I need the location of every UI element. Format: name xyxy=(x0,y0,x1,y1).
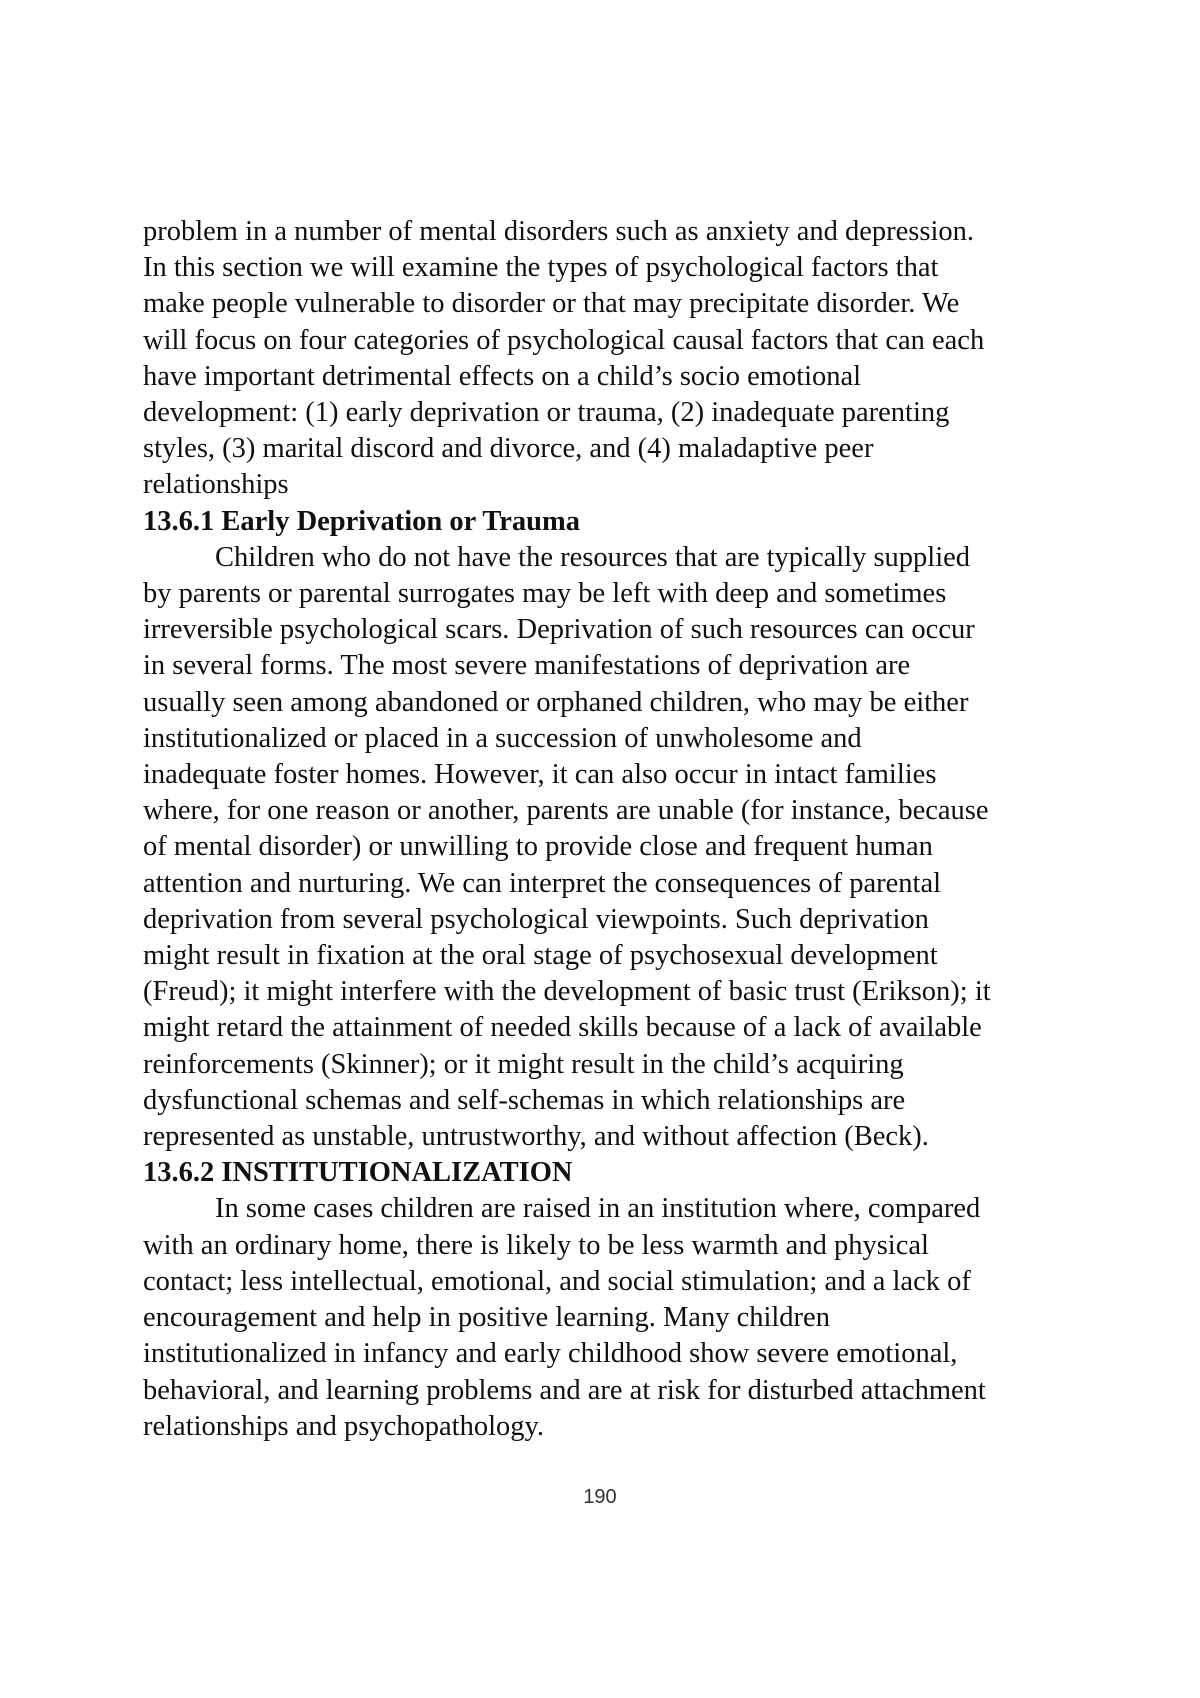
institutionalization-paragraph xyxy=(143,1191,1083,1444)
paragraph-line: might retard the attainment of needed skills because of a lack of available xyxy=(143,1012,982,1044)
paragraph-line: where, for one reason or another, parents are unable (for instance, because xyxy=(143,795,989,827)
paragraph-line: by parents or parental surrogates may be left with deep and sometimes xyxy=(143,578,947,610)
paragraph-line: institutionalized or placed in a succession of unwholesome and xyxy=(143,722,862,754)
paragraph-line: inadequate foster homes. However, it can also occur in intact families xyxy=(143,759,937,791)
intro-line: styles, (3) marital discord and divorce, and (4) maladaptive peer xyxy=(143,433,874,465)
paragraph-line: Children who do not have the resources that are typically supplied xyxy=(215,541,971,573)
paragraph-line: encouragement and help in positive learning. Many children xyxy=(143,1302,830,1334)
paragraph-line: in several forms. The most severe manifestations of deprivation are xyxy=(143,650,911,682)
intro-line: will focus on four categories of psychological causal factors that can each xyxy=(143,324,985,356)
paragraph-line: In some cases children are raised in an institution where, compared xyxy=(215,1193,981,1225)
paragraph-line: of mental disorder) or unwilling to provide close and frequent human xyxy=(143,831,933,863)
paragraph-line: deprivation from several psychological viewpoints. Such deprivation xyxy=(143,903,929,935)
paragraph-line: reinforcements (Skinner); or it might result in the child’s acquiring xyxy=(143,1048,904,1080)
paragraph-line: institutionalized in infancy and early childhood show severe emotional, xyxy=(143,1338,958,1370)
intro-line: have important detrimental effects on a child’s socio emotional xyxy=(143,360,862,392)
intro-line: development: (1) early deprivation or trauma, (2) inadequate parenting xyxy=(143,397,950,429)
intro-paragraph xyxy=(143,214,1083,504)
paragraph-line: relationships and psychopathology. xyxy=(143,1410,545,1442)
paragraph-line: with an ordinary home, there is likely to be less warmth and physical xyxy=(143,1229,929,1261)
paragraph-line: usually seen among abandoned or orphaned children, who may be either xyxy=(143,686,969,718)
paragraph-line: might result in fixation at the oral stage of psychosexual development xyxy=(143,940,938,972)
body-text xyxy=(143,214,1083,1445)
section-heading-early-deprivation: 13.6.1 Early Deprivation or Trauma xyxy=(143,505,580,537)
paragraph-line: contact; less intellectual, emotional, and social stimulation; and a lack of xyxy=(143,1265,971,1297)
early-deprivation-paragraph xyxy=(143,540,1083,1155)
paragraph-line: irreversible psychological scars. Deprivation of such resources can occur xyxy=(143,614,975,646)
paragraph-line: behavioral, and learning problems and are at risk for disturbed attachment xyxy=(143,1374,986,1406)
section-heading-institutionalization: 13.6.2 INSTITUTIONALIZATION xyxy=(143,1157,573,1189)
paragraph-line: (Freud); it might interfere with the development of basic trust (Erikson); it xyxy=(143,976,991,1008)
intro-line: relationships xyxy=(143,469,289,501)
intro-line: make people vulnerable to disorder or that may precipitate disorder. We xyxy=(143,288,960,320)
intro-line: problem in a number of mental disorders such as anxiety and depression. xyxy=(143,216,975,247)
paragraph-line: attention and nurturing. We can interpret the consequences of parental xyxy=(143,867,942,899)
paragraph-line: represented as unstable, untrustworthy, and without affection (Beck). xyxy=(143,1121,929,1153)
intro-line: In this section we will examine the types of psychological factors that xyxy=(143,252,939,284)
paragraph-line: dysfunctional schemas and self-schemas in which relationships are xyxy=(143,1084,906,1116)
page-number: 190 xyxy=(583,1486,617,1508)
